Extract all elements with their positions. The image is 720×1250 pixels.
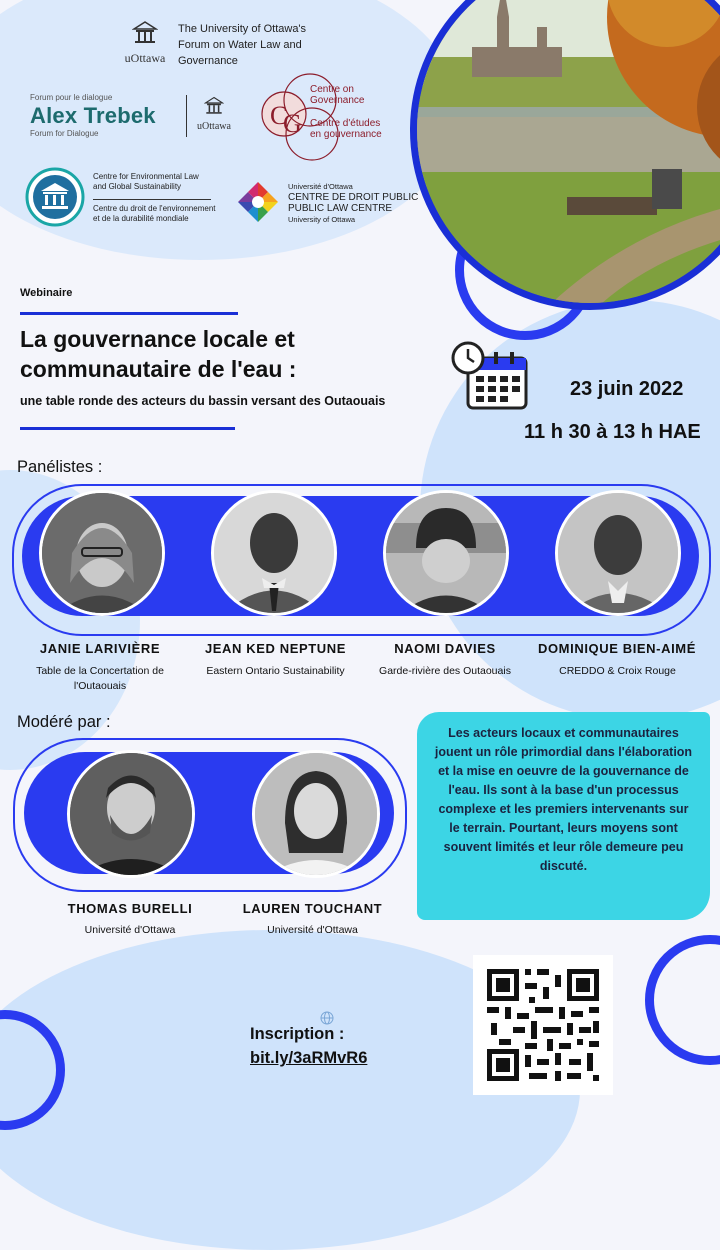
celgs-logo — [25, 167, 85, 232]
description-box — [417, 712, 710, 920]
forum-water-text: The University of Ottawa's Forum on Water Law and Governance — [178, 23, 307, 67]
uottawa-crest-icon — [132, 20, 158, 46]
title-line1: La gouvernance locale et — [20, 326, 295, 352]
moderator-role-1: Université d'Ottawa — [84, 924, 176, 936]
calendar-clock-icon — [450, 340, 532, 417]
registration-link[interactable]: bit.ly/3aRMvR6 — [250, 1049, 368, 1067]
uottawa-logo — [120, 20, 170, 66]
panelist-photo-4 — [555, 490, 681, 616]
trebek-uottawa-label: uOttawa — [197, 121, 231, 132]
cdp-star-icon — [236, 180, 280, 224]
event-subtitle: une table ronde des acteurs du bassin versant des Outaouais — [20, 394, 386, 408]
panelist-role-3: Garde-rivière des Outaouais — [379, 665, 511, 677]
event-type: Webinaire — [20, 287, 73, 299]
moderator-role-2: Université d'Ottawa — [267, 924, 358, 936]
trebek-top: Forum pour le dialogue — [30, 93, 113, 102]
cdp-top: Université d'Ottawa — [288, 182, 353, 191]
description-text: Les acteurs locaux et communautaires jouent un rôle primordial dans l'élaboration et la mise en oeuvre de la gouvernance de l'eau. Ils sont à la base d'un processus complexe et les premiers intervenants sur le terrain. Pourtant, leurs moyens sont souvent limités et leur rôle demeure peu discuté. — [434, 726, 693, 873]
celgs-divider — [93, 199, 211, 200]
cdp-fr: CENTRE DE DROIT PUBLIC — [288, 192, 419, 203]
panelist-role-4: CREDDO & Croix Rouge — [559, 665, 676, 677]
trebek-uottawa — [193, 96, 235, 132]
cog-en: Centre on Governance — [310, 84, 365, 106]
panelist-role-2: Eastern Ontario Sustainability — [206, 665, 345, 677]
cdp-bottom: University of Ottawa — [288, 215, 356, 224]
moderators-label: Modéré par : — [17, 713, 111, 731]
panelists-label: Panélistes : — [17, 458, 103, 476]
blue-ring-bottom-right — [645, 935, 720, 1065]
cdp-logo — [236, 180, 280, 229]
svg-text:C: C — [270, 101, 288, 130]
cog-fr: Centre d'études en gouvernance — [310, 118, 382, 140]
panelist-photo-1 — [39, 490, 165, 616]
title-top-bar — [20, 312, 238, 315]
cog-logo — [258, 72, 398, 162]
event-title — [20, 324, 296, 384]
celgs-emblem-icon — [25, 167, 85, 227]
celgs-fr: Centre du droit de l'environnement et de la durabilité mondiale — [93, 204, 216, 223]
moderator-photo-1 — [67, 750, 195, 878]
cdp-text — [288, 181, 418, 225]
panelist-photo-3 — [383, 490, 509, 616]
trebek-divider — [186, 95, 187, 137]
title-line2: communautaire de l'eau : — [20, 356, 297, 382]
panelist-name-2: JEAN KED NEPTUNE — [204, 641, 347, 656]
uottawa-crest-icon-small — [204, 96, 224, 116]
cdp-en: PUBLIC LAW CENTRE — [288, 203, 393, 214]
uottawa-label: uOttawa — [124, 51, 166, 65]
moderator-name-2: LAUREN TOUCHANT — [242, 901, 383, 916]
title-bottom-bar — [20, 427, 235, 430]
moderator-name-1: THOMAS BURELLI — [67, 901, 193, 916]
event-time: 11 h 30 à 13 h HAE — [524, 421, 701, 443]
trebek-bottom: Forum for Dialogue — [30, 129, 99, 138]
qr-code[interactable] — [473, 955, 613, 1095]
celgs-en: Centre for Environmental Law and Global Sustainability — [93, 172, 199, 191]
panelist-photo-2 — [211, 490, 337, 616]
panelist-name-1: JANIE LARIVIÈRE — [39, 641, 161, 656]
alex-trebek-logo — [30, 93, 156, 139]
event-date: 23 juin 2022 — [570, 378, 684, 400]
registration-label: Inscription : — [250, 1025, 345, 1043]
trebek-name: Alex Trebek — [30, 103, 156, 128]
panelist-role-1: Table de la Concertation de l'Outaouais — [36, 665, 164, 692]
moderator-photo-2 — [252, 750, 380, 878]
panelist-name-4: DOMINIQUE BIEN-AIMÉ — [537, 641, 696, 656]
panelist-name-3: NAOMI DAVIES — [394, 641, 496, 656]
svg-text:G: G — [283, 109, 302, 138]
